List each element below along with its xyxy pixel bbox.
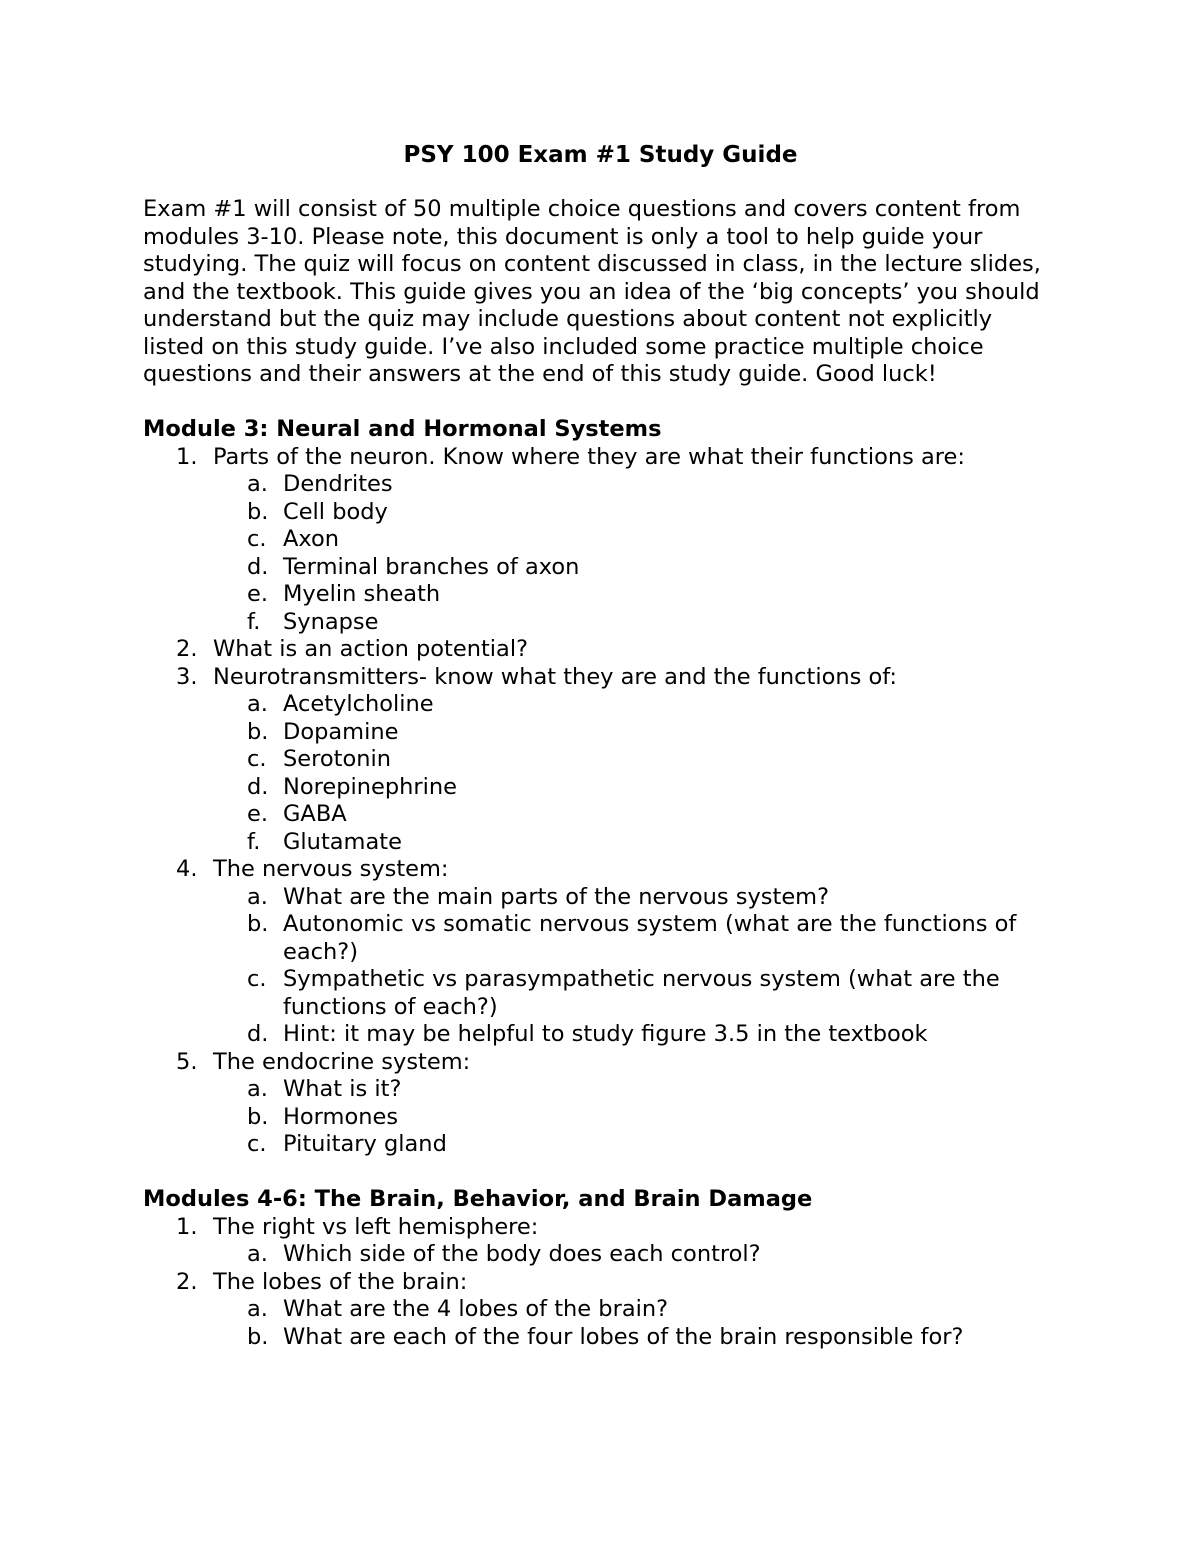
list-item: [143, 1269, 1058, 1352]
question-list: [143, 1214, 1058, 1352]
sub-item: [143, 829, 1058, 857]
list-item: [143, 1049, 1058, 1159]
sub-item-letter: a.: [247, 883, 268, 910]
sub-item-text: Cell body: [283, 498, 388, 525]
section-heading: Module 3: Neural and Hormonal Systems: [143, 416, 662, 442]
item-number: 2.: [176, 636, 198, 662]
sub-item-letter: b.: [247, 1323, 269, 1350]
item-text: The nervous system:: [213, 856, 449, 882]
sub-item-text: Pituitary gland: [283, 1131, 447, 1157]
question-list: [143, 444, 1058, 1159]
sub-item-letter: a.: [247, 1296, 268, 1322]
sub-item-text: What are the 4 lobes of the brain?: [283, 1296, 669, 1322]
sub-item-text: GABA: [283, 801, 347, 827]
list-item: [143, 856, 1058, 1049]
section-module-3: [143, 416, 1058, 1159]
sub-item-letter: a.: [247, 471, 268, 497]
sub-item: [143, 554, 1058, 582]
sub-item: [143, 1241, 1058, 1269]
item-number: 5.: [176, 1048, 198, 1075]
item-text: The lobes of the brain:: [213, 1268, 468, 1295]
sub-list: [213, 1076, 1058, 1159]
sub-item: [143, 1324, 1058, 1352]
sub-item-text: Dendrites: [283, 471, 393, 497]
sub-item-text: Acetylcholine: [283, 691, 434, 717]
sub-item-text: What are the main parts of the nervous system?: [283, 883, 830, 910]
sub-item: [143, 884, 1058, 912]
sub-list: [213, 884, 1058, 1049]
sub-item: [143, 581, 1058, 609]
sub-item: [143, 1131, 1058, 1159]
sub-item: [143, 911, 1058, 966]
sub-item: [143, 609, 1058, 637]
sub-list: [213, 691, 1058, 856]
sub-list: [213, 471, 1058, 636]
list-item: [143, 664, 1058, 857]
item-text: What is an action potential?: [213, 636, 529, 662]
item-number: 2.: [176, 1268, 198, 1295]
document-page: [143, 140, 1058, 1351]
sub-item-text: Myelin sheath: [283, 581, 441, 607]
sub-item-text: Hormones: [283, 1103, 399, 1130]
sub-item-letter: b.: [247, 911, 269, 937]
item-text: Neurotransmitters- know what they are and the functions of:: [213, 663, 897, 690]
sub-item-letter: f.: [247, 828, 261, 855]
sub-item: [143, 1104, 1058, 1132]
sub-item: [143, 746, 1058, 774]
sub-item: [143, 1076, 1058, 1104]
list-item: [143, 636, 1058, 664]
intro-paragraph: Exam #1 will consist of 50 multiple choice questions and covers content from modules 3-10. Please note, this document is only a tool to help guide your studying. The quiz will focus on content discussed in class, in the lecture slides, and the textbook. This guide gives you an idea of the ‘big concepts’ you should understand but the quiz may include questions about content not explicitly listed on this study guide. I’ve also included some practice multiple choice questions and their answers at the end of this study guide. Good luck!: [143, 196, 1041, 387]
section-heading: Modules 4-6: The Brain, Behavior, and Brain Damage: [143, 1186, 813, 1212]
list-item: [143, 1214, 1058, 1269]
sub-item-text: Glutamate: [283, 828, 402, 855]
item-text: Parts of the neuron. Know where they are what their functions are:: [213, 443, 965, 470]
sub-item-letter: e.: [247, 581, 268, 607]
sub-item-letter: c.: [247, 966, 267, 992]
sub-item: [143, 691, 1058, 719]
sub-item: [143, 499, 1058, 527]
sub-item: [143, 966, 1058, 1021]
sub-item-text: Which side of the body does each control?: [283, 1241, 761, 1267]
sub-item-letter: b.: [247, 498, 269, 525]
sub-item-letter: a.: [247, 1076, 268, 1102]
sub-item-letter: a.: [247, 691, 268, 717]
sub-item-letter: d.: [247, 1021, 269, 1047]
sub-item: [143, 801, 1058, 829]
sub-item-text: Norepinephrine: [283, 773, 457, 800]
sub-item: [143, 719, 1058, 747]
sub-item-text: Terminal branches of axon: [283, 553, 580, 580]
sub-item-letter: c.: [247, 746, 267, 772]
sub-item: [143, 774, 1058, 802]
sub-item-letter: a.: [247, 1241, 268, 1267]
sub-item-letter: c.: [247, 526, 267, 552]
sub-item-text: Axon: [283, 526, 340, 552]
item-number: 3.: [176, 663, 198, 690]
sub-item: [143, 1021, 1058, 1049]
sub-item-text: Autonomic vs somatic nervous system (what are the functions of each?): [283, 911, 1017, 965]
sub-item-letter: d.: [247, 773, 269, 800]
sub-item: [143, 526, 1058, 554]
sub-item-letter: f.: [247, 608, 261, 635]
sub-item-letter: d.: [247, 553, 269, 580]
sub-item-text: Hint: it may be helpful to study figure 3.5 in the textbook: [283, 1021, 928, 1047]
sub-item-text: Serotonin: [283, 746, 392, 772]
section-modules-4-6: [143, 1186, 1058, 1351]
item-text: The right vs left hemisphere:: [213, 1213, 539, 1240]
sub-item: [143, 1296, 1058, 1324]
list-item: [143, 444, 1058, 637]
item-number: 4.: [176, 856, 198, 882]
sub-item-text: What is it?: [283, 1076, 402, 1102]
sub-list: [213, 1296, 1058, 1351]
sub-item-letter: b.: [247, 718, 269, 745]
sub-item-letter: b.: [247, 1103, 269, 1130]
item-text: The endocrine system:: [213, 1048, 471, 1075]
document-title: PSY 100 Exam #1 Study Guide: [403, 142, 798, 168]
sub-item-text: What are each of the four lobes of the brain responsible for?: [283, 1323, 964, 1350]
sub-item: [143, 471, 1058, 499]
sub-item-text: Dopamine: [283, 718, 399, 745]
sub-item-letter: c.: [247, 1131, 267, 1157]
item-number: 1.: [176, 443, 198, 470]
sub-list: [213, 1241, 1058, 1269]
sub-item-text: Sympathetic vs parasympathetic nervous system (what are the functions of each?): [283, 966, 1000, 1020]
sub-item-text: Synapse: [283, 608, 379, 635]
item-number: 1.: [176, 1213, 198, 1240]
sub-item-letter: e.: [247, 801, 268, 827]
